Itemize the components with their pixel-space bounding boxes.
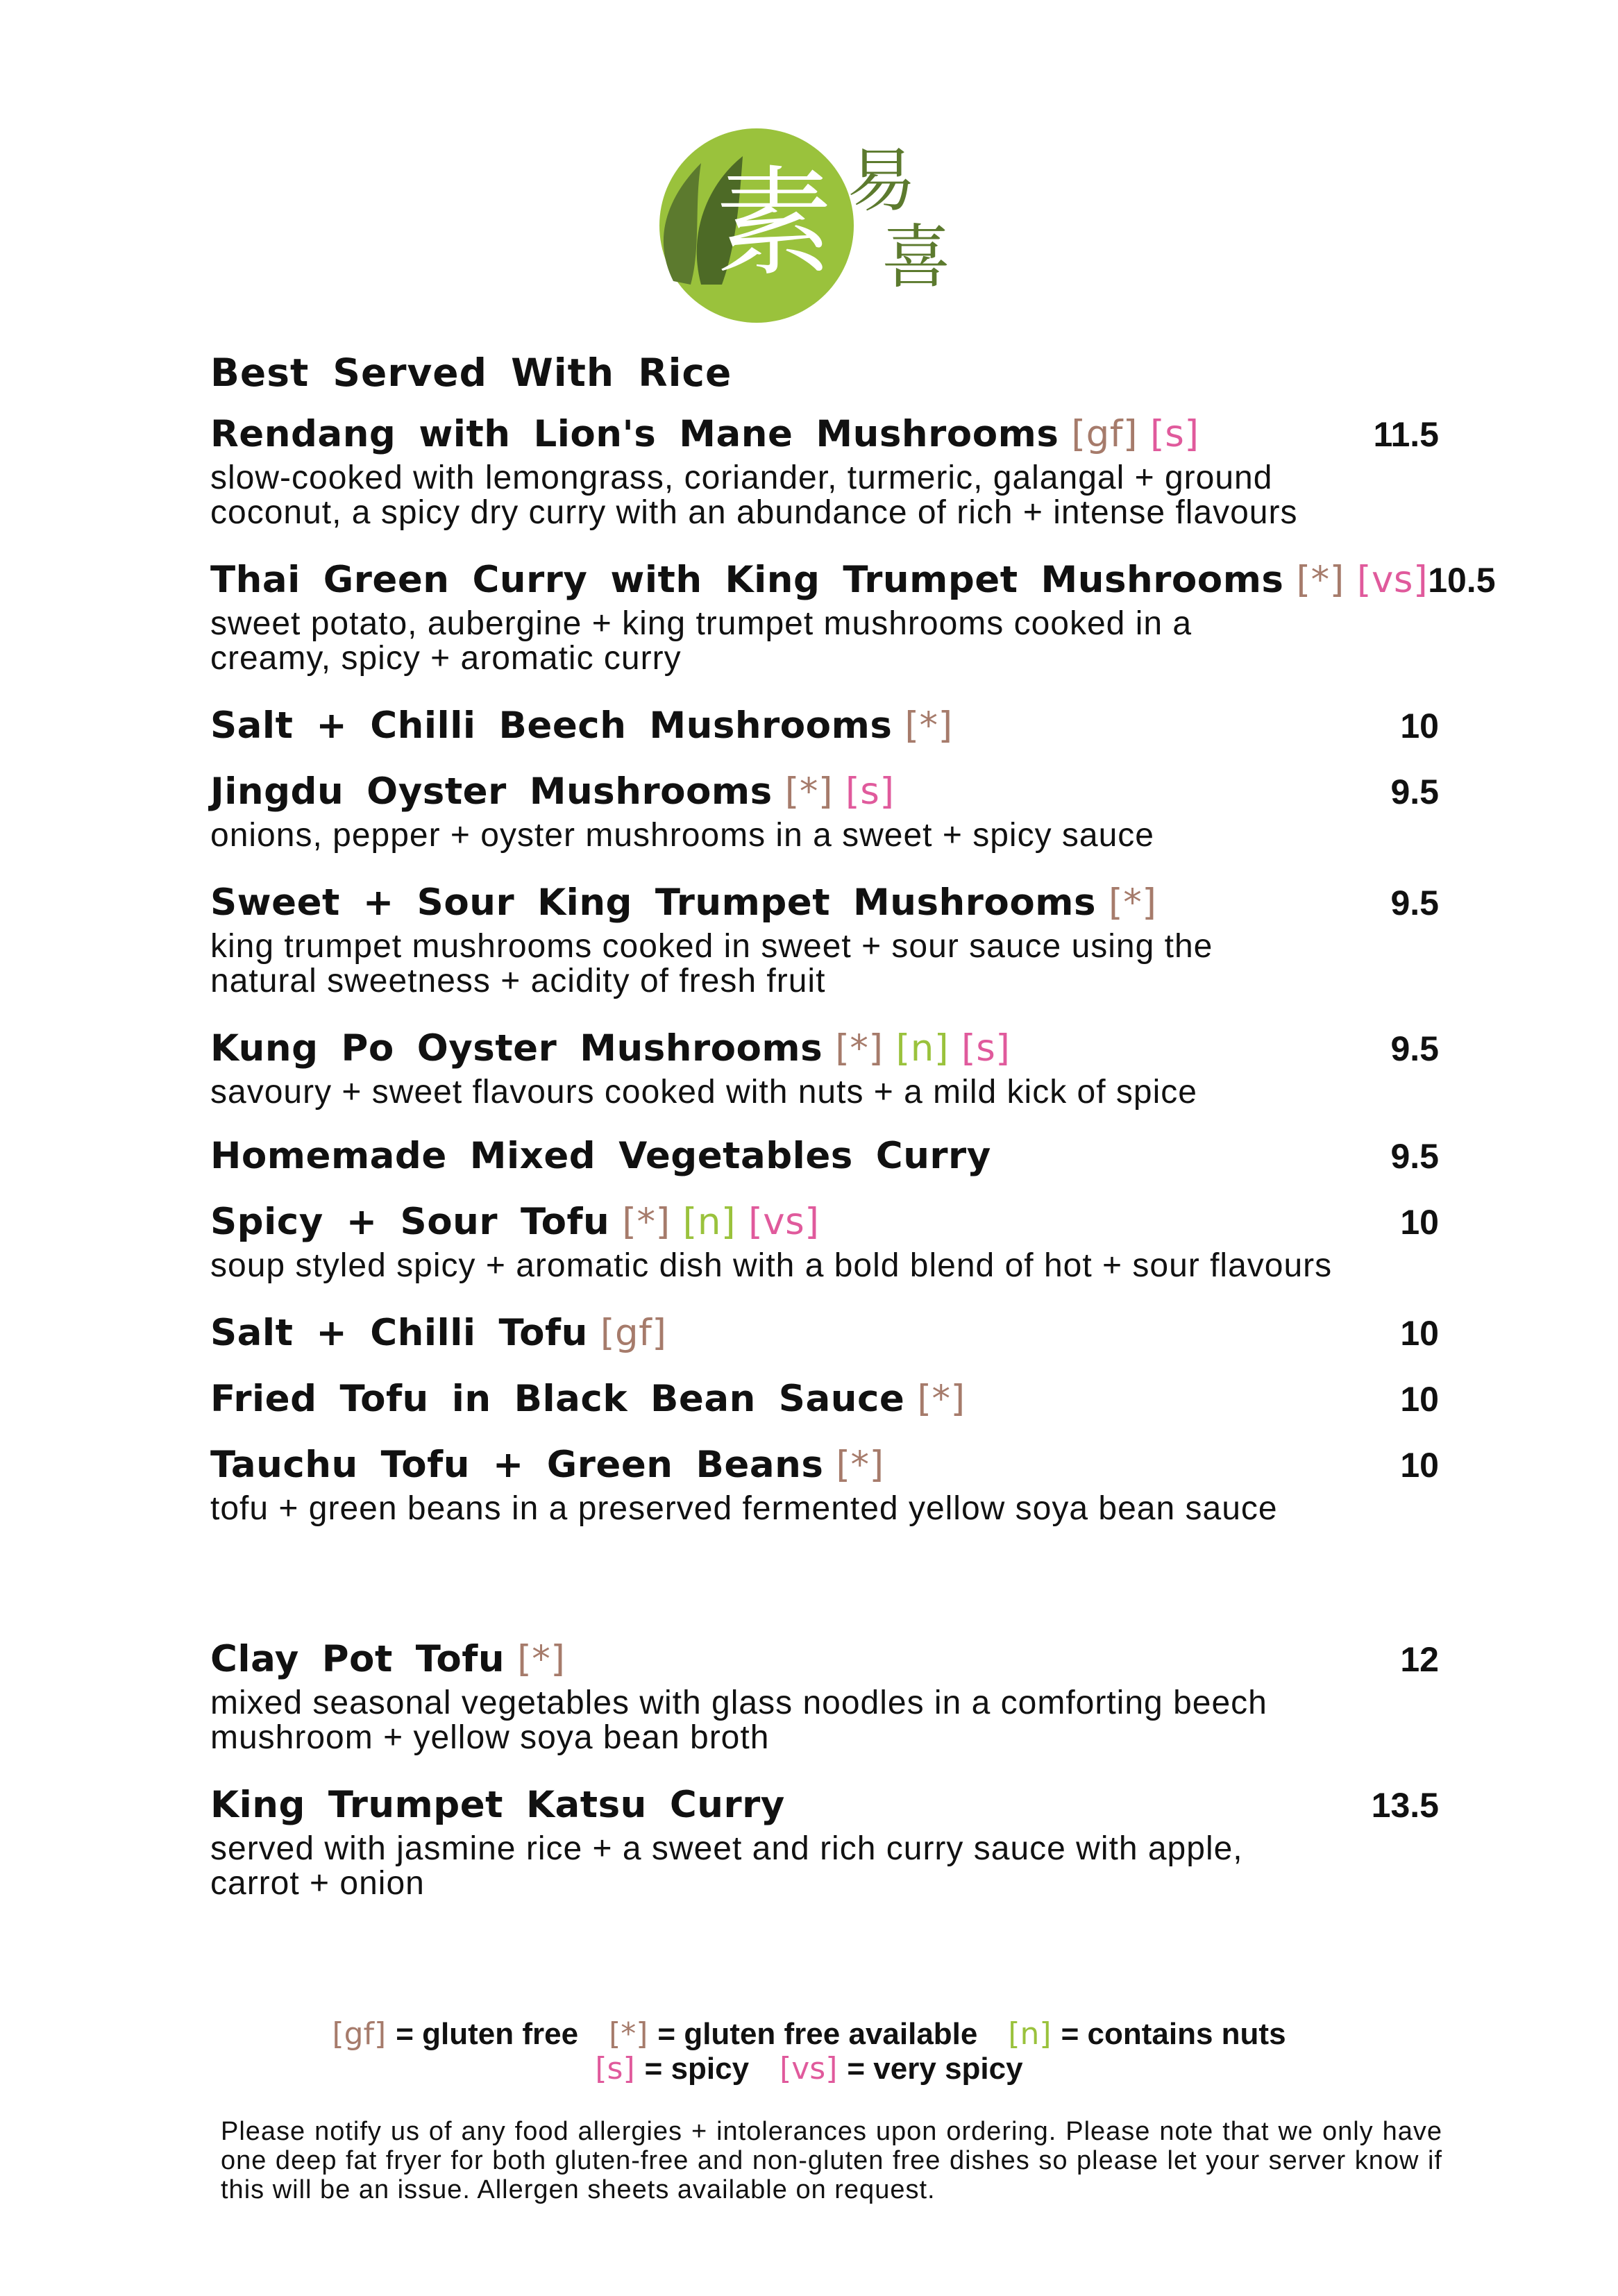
menu-item-header <box>210 770 1439 820</box>
dietary-tag: [gf] <box>1071 413 1138 455</box>
restaurant-logo <box>652 121 972 330</box>
dietary-tag: [*] <box>517 1638 566 1680</box>
menu-item-price: 10 <box>1400 1380 1439 1419</box>
menu-item-price: 9.5 <box>1390 1137 1439 1176</box>
menu-item-description: soup styled spicy + aromatic dish with a bold blend of hot + sour flavours <box>210 1247 1333 1284</box>
menu-item <box>210 559 1496 678</box>
legend-text: = contains nuts <box>1061 2017 1286 2051</box>
menu-item-description: slow-cooked with lemongrass, coriander, turmeric, galangal + ground <box>210 459 1273 496</box>
menu-item-name: Fried Tofu in Black Bean Sauce <box>210 1378 905 1420</box>
menu-item-price: 12 <box>1400 1640 1439 1679</box>
menu-item-price: 13.5 <box>1371 1786 1439 1825</box>
menu-item-name: Salt + Chilli Tofu <box>210 1312 588 1354</box>
legend-tag: [s] <box>595 2051 635 2086</box>
menu-item-price: 10 <box>1400 1314 1439 1353</box>
menu-item <box>210 413 1439 532</box>
menu-item-header <box>210 1135 1439 1185</box>
legend-text: = spicy <box>644 2052 750 2086</box>
menu-item-name: Salt + Chilli Beech Mushrooms <box>210 704 893 747</box>
dietary-tag: [*] <box>836 1444 884 1486</box>
legend-entry <box>595 2052 749 2086</box>
menu-item-title <box>210 1135 991 1177</box>
menu-item-header <box>210 1784 1439 1834</box>
menu-item-title <box>210 1444 884 1486</box>
menu-item-description: onions, pepper + oyster mushrooms in a sweet + spicy sauce <box>210 817 1154 854</box>
menu-item-price: 10.5 <box>1428 561 1496 600</box>
menu-item-header <box>210 1201 1439 1251</box>
menu-item-title <box>210 881 1156 924</box>
legend-text: = gluten free available <box>657 2017 978 2051</box>
menu-item <box>210 1201 1439 1285</box>
legend-tag: [*] <box>609 2016 648 2052</box>
menu-item-name: Kung Po Oyster Mushrooms <box>210 1027 823 1070</box>
menu-item-name: Sweet + Sour King Trumpet Mushrooms <box>210 881 1097 924</box>
menu-item-header <box>210 1027 1439 1077</box>
menu-item <box>210 1784 1439 1903</box>
menu-item-price: 9.5 <box>1390 884 1439 922</box>
legend-entry <box>1008 2017 1286 2051</box>
menu-item-title <box>210 1638 565 1680</box>
menu-item-title <box>210 1201 819 1243</box>
menu-item-description: king trumpet mushrooms cooked in sweet + sour sauce using the <box>210 928 1213 965</box>
menu-item-title <box>210 1312 666 1354</box>
menu-item-header <box>210 413 1439 463</box>
menu-item <box>210 770 1439 855</box>
dietary-tag: [s] <box>1150 413 1199 455</box>
legend-entry <box>779 2052 1023 2086</box>
menu-item-name: Thai Green Curry with King Trumpet Mushrooms <box>210 559 1284 601</box>
menu-item-title <box>210 1027 1010 1070</box>
menu-item-description: savoury + sweet flavours cooked with nuts + a mild kick of spice <box>210 1074 1197 1111</box>
dietary-tag: [*] <box>917 1378 966 1420</box>
logo-glyph-bottom: 喜 <box>882 217 951 298</box>
menu-item <box>210 1444 1439 1528</box>
section-title: Best Served With Rice <box>210 351 732 395</box>
menu-item-title <box>210 413 1199 455</box>
menu-item-description: carrot + onion <box>210 1865 425 1902</box>
menu-item-header <box>210 559 1496 609</box>
menu-item-price: 9.5 <box>1390 773 1439 811</box>
menu-item-title <box>210 704 953 747</box>
menu-item-description: natural sweetness + acidity of fresh fruit <box>210 963 826 999</box>
legend-row-2 <box>0 2051 1618 2086</box>
dietary-tag: [s] <box>961 1027 1011 1070</box>
allergy-footnote: Please notify us of any food allergies + intolerances upon ordering. Please note that we only have one deep fat fryer for both gluten-free and non-gluten free dishes so please let your server know if this will be an issue. Allergen sheets available on request. <box>221 2117 1442 2204</box>
menu-item <box>210 1135 1439 1185</box>
dietary-tag: [n] <box>682 1201 736 1243</box>
dietary-tag: [vs] <box>748 1201 820 1243</box>
dietary-tag: [*] <box>784 770 834 813</box>
menu-item-name: Jingdu Oyster Mushrooms <box>210 770 773 813</box>
menu-item-name: Homemade Mixed Vegetables Curry <box>210 1135 991 1177</box>
dietary-tag: [*] <box>1296 559 1345 601</box>
menu-item-price: 10 <box>1400 1446 1439 1485</box>
menu-item-name: Tauchu Tofu + Green Beans <box>210 1444 824 1486</box>
dietary-tag: [*] <box>835 1027 884 1070</box>
menu-item <box>210 1378 1439 1428</box>
menu-item-title <box>210 770 895 813</box>
menu-item-name: Clay Pot Tofu <box>210 1638 505 1680</box>
menu-item-header <box>210 1378 1439 1428</box>
logo-glyph-top: 易 <box>847 140 916 221</box>
menu-item-description: coconut, a spicy dry curry with an abundance of rich + intense flavours <box>210 494 1298 531</box>
menu-item-name: Rendang with Lion's Mane Mushrooms <box>210 413 1059 455</box>
menu-item-description: served with jasmine rice + a sweet and rich curry sauce with apple, <box>210 1830 1243 1867</box>
legend-row-1 <box>0 2016 1618 2052</box>
menu-item-price: 10 <box>1400 1203 1439 1242</box>
menu-item-title <box>210 1784 785 1826</box>
legend-tag: [vs] <box>779 2051 838 2086</box>
menu-item-price: 10 <box>1400 707 1439 745</box>
menu-item-description: mixed seasonal vegetables with glass noodles in a comforting beech <box>210 1685 1267 1721</box>
dietary-tag: [*] <box>1109 881 1157 924</box>
legend-text: = gluten free <box>396 2017 579 2051</box>
menu-item <box>210 1312 1439 1362</box>
dietary-tag: [s] <box>845 770 895 813</box>
legend-text: = very spicy <box>847 2052 1023 2086</box>
logo-glyph-main: 素 <box>714 155 834 292</box>
legend-tag: [gf] <box>332 2016 387 2052</box>
dietary-tag: [gf] <box>600 1312 667 1354</box>
menu-item-description: tofu + green beans in a preserved fermented yellow soya bean sauce <box>210 1490 1278 1527</box>
menu-item <box>210 1638 1439 1757</box>
dietary-tag: [n] <box>895 1027 950 1070</box>
menu-item <box>210 704 1439 754</box>
menu-item-title <box>210 559 1428 601</box>
menu-item-name: Spicy + Sour Tofu <box>210 1201 610 1243</box>
dietary-tag: [vs] <box>1356 559 1429 601</box>
menu-item-description: creamy, spicy + aromatic curry <box>210 640 682 677</box>
menu-item <box>210 881 1439 1001</box>
dietary-tag: [*] <box>622 1201 671 1243</box>
menu-item-title <box>210 1378 966 1420</box>
dietary-tag: [*] <box>904 704 953 747</box>
legend-entry <box>332 2017 578 2051</box>
legend-tag: [n] <box>1008 2016 1052 2052</box>
legend-entry <box>609 2017 977 2051</box>
menu-item-header <box>210 1312 1439 1362</box>
menu-item-header <box>210 1444 1439 1494</box>
menu-item-description: sweet potato, aubergine + king trumpet mushrooms cooked in a <box>210 605 1193 642</box>
menu-item-price: 11.5 <box>1373 415 1439 454</box>
menu-item <box>210 1027 1439 1112</box>
menu-item-price: 9.5 <box>1390 1029 1439 1068</box>
menu-item-header <box>210 704 1439 754</box>
menu-item-description: mushroom + yellow soya bean broth <box>210 1719 770 1756</box>
menu-item-header <box>210 1638 1439 1688</box>
menu-item-name: King Trumpet Katsu Curry <box>210 1784 785 1826</box>
menu-item-header <box>210 881 1439 931</box>
